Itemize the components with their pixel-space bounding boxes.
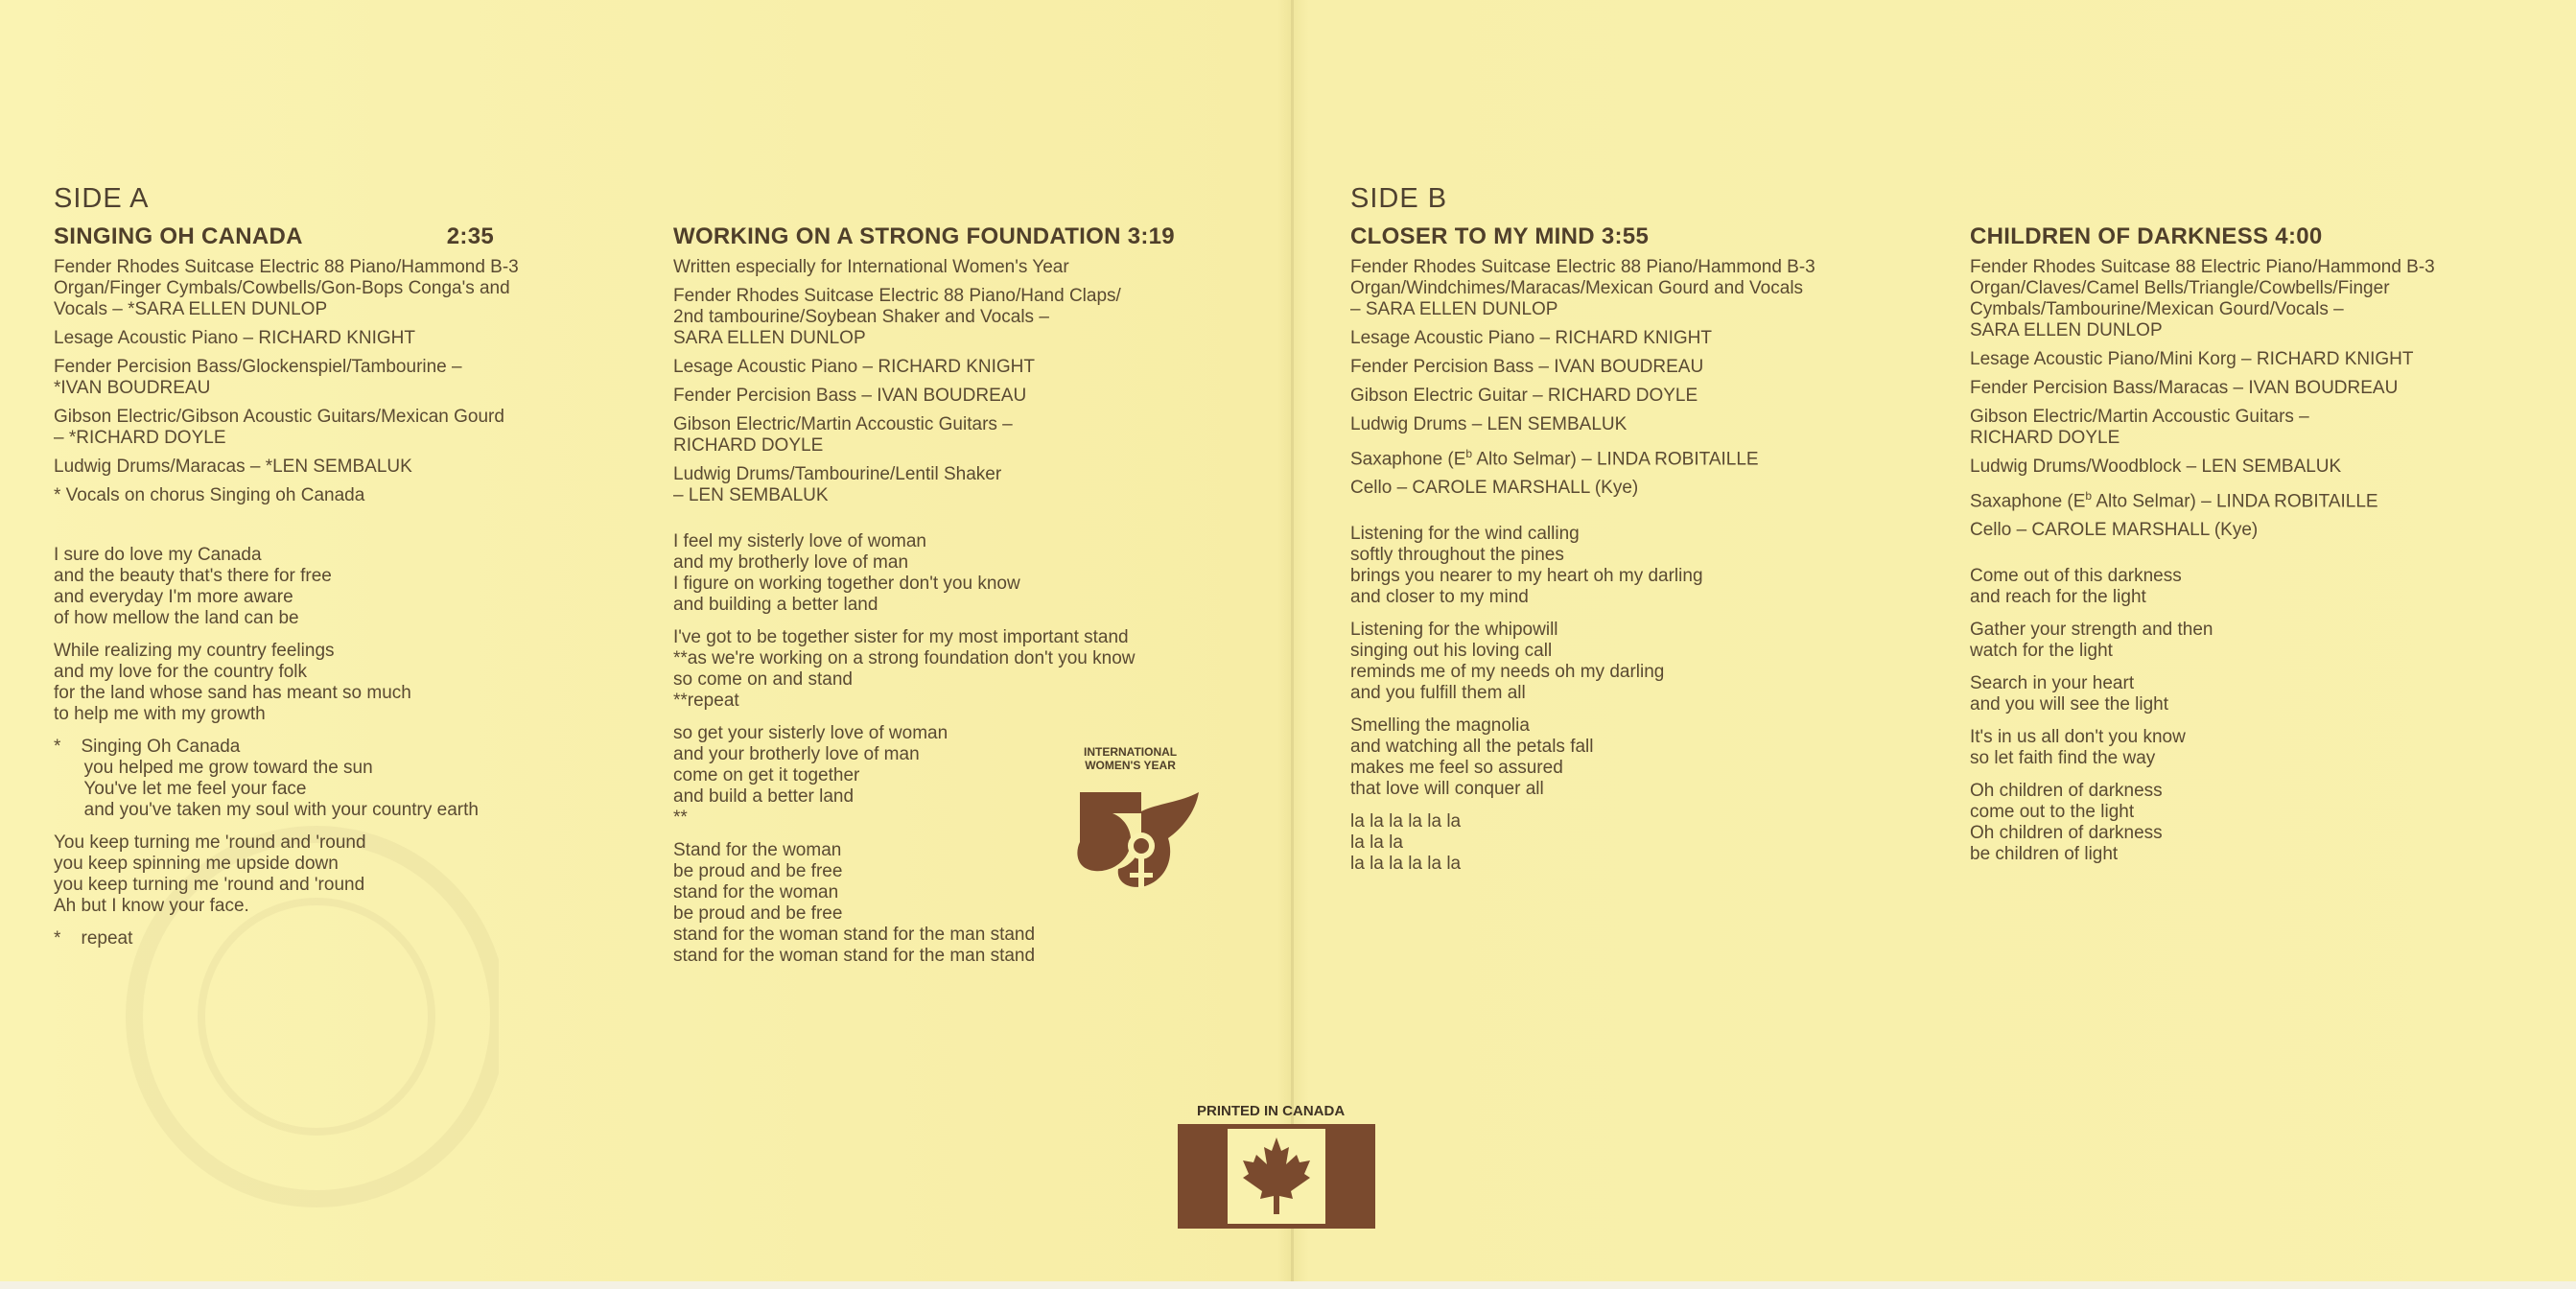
lyrics-verse: Gather your strength and then watch for the light	[1970, 620, 2213, 662]
lyrics-verse: You keep turning me 'round and 'round you keep spinning me upside down you keep turning me 'round and 'round Ah but I know your face.	[54, 832, 366, 916]
lyrics-verse: It's in us all don't you know so let faith find the way	[1970, 727, 2186, 769]
lyrics-verse: Listening for the whipowill singing out his loving call reminds me of my needs oh my darling and you fulfill them all	[1350, 620, 1665, 704]
credit-line-cello: Cello – CAROLE MARSHALL (Kye)	[1970, 520, 2259, 541]
credit-line: Gibson Electric/Gibson Acoustic Guitars/Mexican Gourd – *RICHARD DOYLE	[54, 407, 504, 448]
credit-line: Lesage Acoustic Piano – RICHARD KNIGHT	[673, 357, 1035, 377]
international-womens-year-dove-icon	[1074, 785, 1204, 895]
lyrics-chorus: * Singing Oh Canada you helped me grow toward the sun You've let me feel your face and you've taken my soul with your country earth	[54, 737, 479, 820]
credit-line-saxophone	[1970, 485, 2545, 512]
song-credits	[1970, 257, 2545, 541]
sax-prefix: Saxaphone (E	[1350, 449, 1466, 470]
credit-line: Ludwig Drums/Woodblock – LEN SEMBALUK	[1970, 457, 2342, 477]
credit-line: Gibson Electric Guitar – RICHARD DOYLE	[1350, 386, 1698, 406]
iwy-caption	[1084, 745, 1177, 772]
side-b-label: SIDE B	[1350, 183, 1448, 214]
song-title-working-on-a-strong-foundation: WORKING ON A STRONG FOUNDATION 3:19	[673, 223, 1175, 249]
scan-bottom-edge	[0, 1281, 2576, 1289]
song-lyrics	[1350, 524, 1926, 875]
credit-line: Ludwig Drums/Maracas – *LEN SEMBALUK	[54, 457, 412, 477]
lyrics-verse: so get your sisterly love of woman and your brotherly love of man come on get it together and build a better land **	[673, 723, 948, 828]
side-b-song-4-column	[1970, 223, 2545, 877]
printed-in-canada-label: PRINTED IN CANADA	[1197, 1103, 1346, 1119]
credit-line: Ludwig Drums – LEN SEMBALUK	[1350, 414, 1628, 434]
song-credits	[673, 257, 1268, 506]
song-lyrics	[54, 545, 629, 949]
sax-flat-superscript: b	[1465, 447, 1473, 460]
song-title-children-of-darkness: CHILDREN OF DARKNESS 4:00	[1970, 223, 2323, 249]
lyrics-outro: la la la la la la la la la la la la la la la	[1350, 811, 1462, 875]
credit-footnote: * Vocals on chorus Singing oh Canada	[54, 485, 365, 505]
lyrics-chorus: I've got to be together sister for my most important stand **as we're working on a strong foundation don't you know so come on and stand **repeat	[673, 627, 1136, 711]
side-a-label: SIDE A	[54, 183, 150, 214]
canada-flag-icon	[1178, 1124, 1375, 1229]
song-lyrics	[1970, 566, 2545, 865]
credit-line: Fender Percision Bass – IVAN BOUDREAU	[1350, 357, 1704, 377]
lyrics-verse: I sure do love my Canada and the beauty that's there for free and everyday I'm more aware of how mellow the land can be	[54, 545, 332, 628]
sax-suffix: Alto Selmar) – LINDA ROBITAILLE	[2092, 491, 2378, 512]
credit-line-cello: Cello – CAROLE MARSHALL (Kye)	[1350, 478, 1639, 499]
credit-line-saxophone	[1350, 443, 1926, 470]
lyrics-repeat: * repeat	[54, 928, 133, 949]
center-fold-line	[1291, 0, 1294, 1281]
lyrics-verse: Smelling the magnolia and watching all the petals fall makes me feel so assured that love will conquer all	[1350, 715, 1594, 800]
side-a-song-1-column	[54, 182, 629, 961]
credit-line: Fender Rhodes Suitcase Electric 88 Piano/Hammond B-3 Organ/Windchimes/Maracas/Mexican Gourd and Vocals – SARA ELLEN DUNLOP	[1350, 257, 1815, 319]
credit-line: Lesage Acoustic Piano – RICHARD KNIGHT	[1350, 328, 1712, 348]
credit-line: Fender Percision Bass/Maracas – IVAN BOUDREAU	[1970, 378, 2399, 398]
credit-line: Fender Percision Bass – IVAN BOUDREAU	[673, 386, 1027, 406]
sax-prefix: Saxaphone (E	[1970, 491, 2086, 512]
lyrics-verse: Come out of this darkness and reach for the light	[1970, 566, 2182, 608]
credit-line: Gibson Electric/Martin Accoustic Guitars – RICHARD DOYLE	[1970, 407, 2309, 448]
song-title-text: SINGING OH CANADA	[54, 223, 303, 249]
song-title-closer-to-my-mind: CLOSER TO MY MIND 3:55	[1350, 223, 1650, 249]
lyrics-verse: While realizing my country feelings and my love for the country folk for the land whose sand has meant so much to help me with my growth	[54, 641, 411, 724]
lyrics-outro: Oh children of darkness come out to the light Oh children of darkness be children of light	[1970, 781, 2163, 865]
credit-line: Lesage Acoustic Piano – RICHARD KNIGHT	[54, 328, 415, 348]
credit-line: Fender Rhodes Suitcase Electric 88 Piano/Hammond B-3 Organ/Finger Cymbals/Cowbells/Gon-Bops Conga's and Vocals – *SARA ELLEN DUNLOP	[54, 257, 519, 319]
song-title-singing-oh-canada	[54, 223, 629, 251]
song-credits	[54, 257, 629, 506]
song-duration: 2:35	[446, 223, 495, 249]
song-lyrics	[673, 531, 1268, 967]
iwy-caption-line-2: WOMEN'S YEAR	[1085, 759, 1176, 772]
credit-line: Ludwig Drums/Tambourine/Lentil Shaker – LEN SEMBALUK	[673, 464, 1002, 505]
credit-line: Fender Rhodes Suitcase Electric 88 Piano/Hand Claps/ 2nd tambourine/Soybean Shaker and Vocals – SARA ELLEN DUNLOP	[673, 286, 1121, 348]
sax-flat-superscript: b	[2085, 489, 2093, 503]
lyrics-verse: I feel my sisterly love of woman and my brotherly love of man I figure on working together don't you know and building a better land	[673, 531, 1020, 615]
credit-line: Fender Percision Bass/Glockenspiel/Tambourine – *IVAN BOUDREAU	[54, 357, 462, 398]
sax-suffix: Alto Selmar) – LINDA ROBITAILLE	[1472, 449, 1759, 470]
lyrics-verse: Listening for the wind calling softly throughout the pines brings you nearer to my heart oh my darling and closer to my mind	[1350, 524, 1703, 608]
credit-line: Lesage Acoustic Piano/Mini Korg – RICHARD KNIGHT	[1970, 349, 2414, 369]
song-credits	[1350, 257, 1926, 499]
side-b-song-3-column	[1350, 182, 1926, 886]
iwy-caption-line-1: INTERNATIONAL	[1084, 745, 1178, 759]
credit-line: Written especially for International Women's Year	[673, 257, 1069, 277]
lyrics-verse: Search in your heart and you will see the light	[1970, 673, 2169, 715]
credit-line: Fender Rhodes Suitcase 88 Electric Piano/Hammond B-3 Organ/Claves/Camel Bells/Triangle/Cowbells/Finger Cymbals/Tambourine/Mexican Gourd/Vocals – SARA ELLEN DUNLOP	[1970, 257, 2435, 340]
credit-line: Gibson Electric/Martin Accoustic Guitars – RICHARD DOYLE	[673, 414, 1013, 456]
lyrics-outro: Stand for the woman be proud and be free stand for the woman be proud and be free stand for the woman stand for the man stand stand for the woman stand for the man stand	[673, 840, 1036, 966]
